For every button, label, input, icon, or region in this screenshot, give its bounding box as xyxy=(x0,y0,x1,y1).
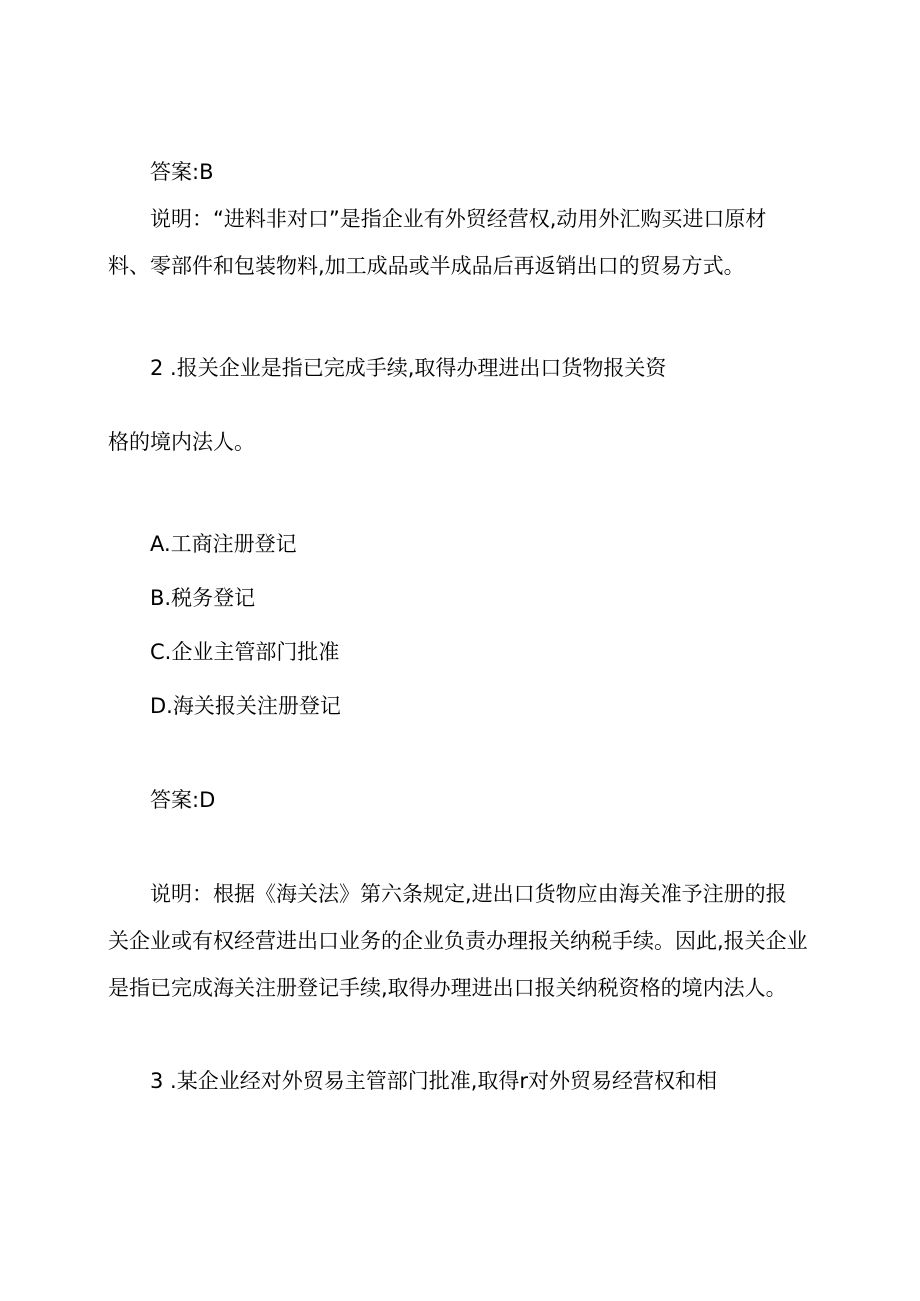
q2-option-b: B.税务登记 xyxy=(150,586,256,610)
q2-option-d: D.海关报关注册登记 xyxy=(150,694,341,718)
q2-explanation-line-2: 关企业或有权经营进出口业务的企业负责办理报关纳税手续。因此,报关企业 xyxy=(108,929,808,953)
q2-option-a: A.工商注册登记 xyxy=(150,532,297,556)
q1-explanation-line-1: 说明：“进料非对口”是指企业有外贸经营权,动用外汇购买进口原材 xyxy=(150,207,767,231)
q2-question-line-2: 格的境内法人。 xyxy=(108,430,255,454)
q2-explanation-line-1: 说明：根据《海关法》第六条规定,进出口货物应由海关准予注册的报 xyxy=(150,882,787,906)
q2-question-line-1: 2 .报关企业是指已完成手续,取得办理进出口货物报关资 xyxy=(150,356,667,380)
q1-answer: 答案:B xyxy=(150,160,214,184)
q1-explanation-line-2: 料、零部件和包装物料,加工成品或半成品后再返销出口的贸易方式。 xyxy=(108,254,745,278)
q2-explanation-line-3: 是指已完成海关注册登记手续,取得办理进出口报关纳税资格的境内法人。 xyxy=(108,976,787,1000)
q2-answer: 答案:D xyxy=(150,788,216,812)
q2-option-c: C.企业主管部门批准 xyxy=(150,640,340,664)
q3-question-line-1: 3 .某企业经对外贸易主管部门批准,取得r对外贸易经营权和相 xyxy=(150,1069,718,1093)
